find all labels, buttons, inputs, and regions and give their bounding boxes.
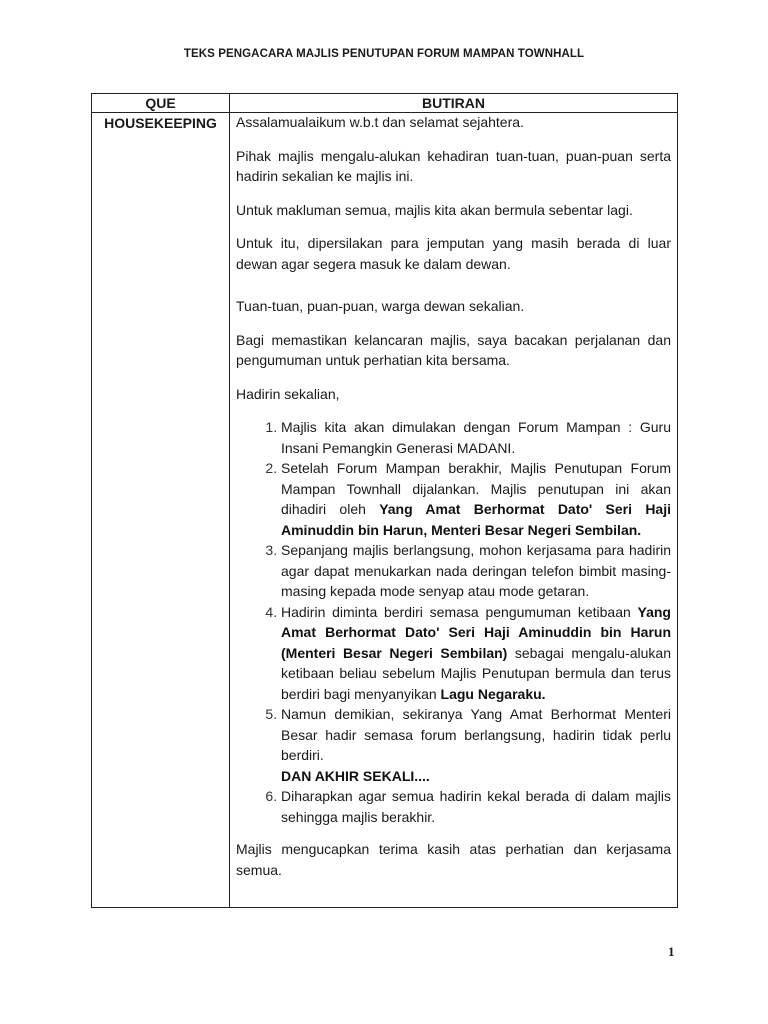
list-item: 4. Hadirin diminta berdiri semasa pengumuman ketibaan Yang Amat Berhormat Dato' Seri Haji Aminuddin bin Harun (Menteri Besar Negeri Sembilan) sebagai mengalu-alukan ketibaan beliau sebelum Majlis Penutupan bermula dan terus berdiri bagi menyanyikan Lagu Negaraku. bbox=[281, 602, 671, 705]
list-item: 5. Namun demikian, sekiranya Yang Amat Berhormat Menteri Besar hadir semasa forum berlangsung, hadirin tidak perlu berdiri. DAN AKHIR SEKALI.... bbox=[281, 704, 671, 786]
script-table bbox=[91, 93, 678, 908]
paragraph-address: Tuan-tuan, puan-puan, warga dewan sekalian. bbox=[236, 298, 525, 314]
paragraph-welcome: Pihak majlis mengalu-alukan kehadiran tuan-tuan, puan-puan serta hadirin sekalian ke majlis ini. bbox=[236, 147, 671, 184]
paragraph-closing: Majlis mengucapkan terima kasih atas perhatian dan kerjasama semua. bbox=[236, 841, 671, 878]
que-cell: HOUSEKEEPING bbox=[92, 113, 230, 908]
page-number: 1 bbox=[668, 944, 675, 959]
list-item: 1. Majlis kita akan dimulakan dengan Forum Mampan : Guru Insani Pemangkin Generasi MADANI. bbox=[281, 417, 671, 458]
paragraph-audience: Hadirin sekalian, bbox=[236, 385, 340, 402]
anthem-name: Lagu Negaraku. bbox=[440, 685, 546, 702]
list-item: 3. Sepanjang majlis berlangsung, mohon kerjasama para hadirin agar dapat menukarkan nada deringan telefon bimbit masing-masing kepada mode senyap atau mode getaran. bbox=[281, 540, 671, 602]
butiran-cell bbox=[230, 113, 678, 908]
final-note: DAN AKHIR SEKALI.... bbox=[281, 767, 430, 784]
table-row bbox=[92, 113, 678, 908]
header-butiran: BUTIRAN bbox=[230, 94, 678, 113]
paragraph-invite: Untuk itu, dipersilakan para jemputan yang masih berada di luar dewan agar segera masuk ke dalam dewan. bbox=[236, 235, 671, 272]
table-header-row bbox=[92, 94, 678, 113]
document-title: TEKS PENGACARA MAJLIS PENUTUPAN FORUM MAMPAN TOWNHALL bbox=[183, 48, 585, 60]
vip-name: Yang Amat Berhormat Dato' Seri Haji Aminuddin bin Harun, Menteri Besar Negeri Sembilan. bbox=[281, 501, 671, 538]
vip-name: Yang Amat Berhormat Dato' Seri Haji Aminuddin bin Harun (Menteri Besar Negeri Sembilan) bbox=[281, 603, 671, 661]
paragraph-agenda: Bagi memastikan kelancaran majlis, saya bacakan perjalanan dan pengumuman untuk perhatian kita bersama. bbox=[236, 331, 671, 368]
list-item: 6. Diharapkan agar semua hadirin kekal berada di dalam majlis sehingga majlis berakhir. bbox=[281, 786, 671, 827]
list-item: 2. Setelah Forum Mampan berakhir, Majlis Penutupan Forum Mampan Townhall dijalankan. Majlis penutupan ini akan dihadiri oleh Yang Amat Berhormat Dato' Seri Haji Aminuddin bin Harun, Menteri Besar Negeri Sembilan. bbox=[281, 458, 671, 540]
header-que: QUE bbox=[92, 94, 230, 113]
paragraph-greeting: Assalamualaikum w.b.t dan selamat sejahtera. bbox=[236, 114, 524, 130]
agenda-list bbox=[236, 417, 671, 827]
paragraph-notice: Untuk makluman semua, majlis kita akan bermula sebentar lagi. bbox=[236, 201, 633, 218]
